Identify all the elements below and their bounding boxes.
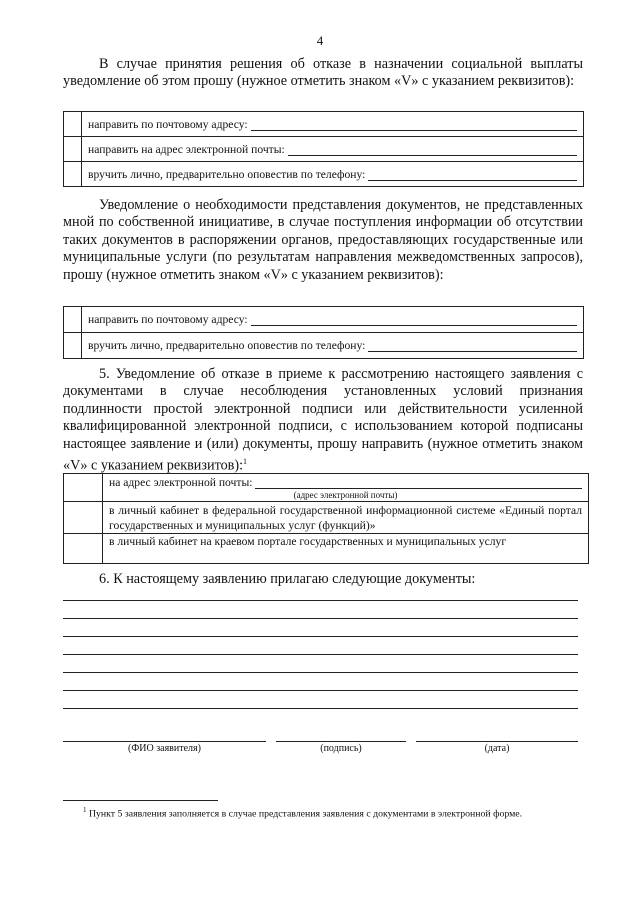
footnote-separator (63, 800, 218, 801)
option-checkbox[interactable] (64, 534, 103, 564)
option-label: направить на адрес электронной почты: (88, 142, 285, 156)
signature-line[interactable] (276, 741, 406, 742)
section-5-options-table (63, 473, 589, 564)
option-checkbox[interactable] (64, 162, 82, 187)
option-postal-address (82, 112, 584, 137)
option-label: направить по почтовому адресу: (88, 313, 248, 326)
option-email (103, 474, 589, 502)
footnote-text: Пункт 5 заявления заполняется в случае представления заявления с документами в электронной форме. (86, 808, 523, 820)
attachment-line[interactable] (63, 618, 578, 619)
applicant-name-caption: (ФИО заявителя) (128, 743, 201, 754)
attachment-line[interactable] (63, 672, 578, 673)
footnote (63, 803, 583, 821)
option-email-address (82, 137, 584, 162)
section-5-paragraph (63, 366, 583, 475)
applicant-name-line[interactable] (63, 741, 266, 742)
option-checkbox[interactable] (64, 333, 82, 359)
option-checkbox[interactable] (64, 137, 82, 162)
signature-caption: (подпись) (320, 743, 362, 754)
attachment-line[interactable] (63, 600, 578, 601)
option-label: направить по почтовому адресу: (88, 117, 248, 131)
refusal-notice-paragraph: В случае принятия решения об отказе в назначении социальной выплаты уведомление об этом прошу (нужное отметить знаком «V» с указанием реквизитов): (63, 56, 583, 90)
option-regional-portal-cabinet: в личный кабинет на краевом портале государственных и муниципальных услуг (103, 534, 589, 564)
attachment-line[interactable] (63, 654, 578, 655)
option-federal-portal-cabinet: в личный кабинет в федеральной государственной информационной системе «Единый портал государственных и муниципальных услуг (функций)» (103, 502, 589, 534)
date-caption: (дата) (484, 743, 510, 754)
option-in-person-phone (82, 333, 584, 359)
fill-line[interactable] (251, 315, 577, 326)
fill-line[interactable] (251, 120, 577, 131)
footnote-ref: 1 (243, 457, 248, 467)
option-checkbox[interactable] (64, 307, 82, 333)
option-label: вручить лично, предварительно оповестив по телефону: (88, 167, 366, 181)
date-line[interactable] (416, 741, 578, 742)
fill-line[interactable] (368, 341, 577, 352)
refusal-notice-options-table (63, 111, 584, 187)
documents-notice-paragraph: Уведомление о необходимости представления документов, не представленных мной по собственной инициативе, в случае поступления информации об отсутствии таких документов в распоряжении органов, предоставляющих государственные или муниципальные услуги (по результатам направления межведомственных запросов), прошу (нужное отметить знаком «V» с указанием реквизитов): (63, 197, 583, 283)
attachment-line[interactable] (63, 708, 578, 709)
documents-notice-options-table (63, 306, 584, 359)
option-in-person-phone (82, 162, 584, 187)
attachment-line[interactable] (63, 636, 578, 637)
attachment-line[interactable] (63, 690, 578, 691)
option-label: вручить лично, предварительно оповестив по телефону: (88, 339, 366, 352)
option-checkbox[interactable] (64, 502, 103, 534)
email-hint: (адрес электронной почты) (293, 489, 398, 500)
fill-line[interactable] (288, 145, 577, 156)
fill-line[interactable] (368, 170, 577, 181)
section-6-heading: 6. К настоящему заявлению прилагаю следующие документы: (99, 571, 476, 587)
option-postal-address (82, 307, 584, 333)
footnote-mark: 1 (83, 806, 87, 814)
page-number: 4 (316, 33, 324, 48)
section-5-text: 5. Уведомление об отказе в приеме к рассмотрению настоящего заявления с документами в случае несоблюдения установленных условий признания подлинности простой электронной подписи или действительности усиленной квалифицированной электронной подписи, с использованием которой подписаны настоящее заявление и (или) документы, прошу направить (нужное отметить знаком «V» с указанием реквизитов): (63, 366, 583, 474)
fill-line[interactable] (255, 478, 582, 489)
option-checkbox[interactable] (64, 112, 82, 137)
option-label: на адрес электронной почты: (109, 475, 253, 489)
option-checkbox[interactable] (64, 474, 103, 502)
